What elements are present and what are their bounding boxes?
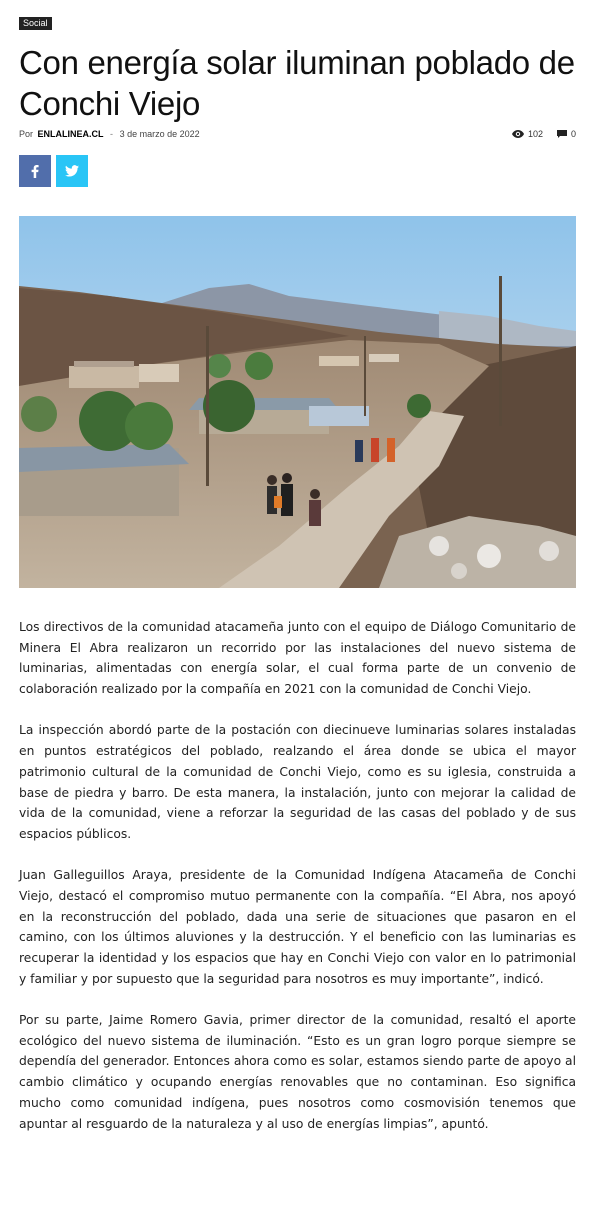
article-paragraph: Los directivos de la comunidad atacameña junto con el equipo de Diálogo Comunitario de Minera El Abra realizaron un recorrido por las instalaciones del nuevo sistema de luminarias, alimentadas con energía solar, el cual forma parte de un convenio de colaboración realizado por la compañía en 2021 con la comunidad de Conchi Viejo. <box>19 620 576 697</box>
views-count: 102 <box>527 129 543 139</box>
page-title: Con energía solar iluminan poblado de Conchi Viejo <box>19 44 575 122</box>
article-paragraph: Por su parte, Jaime Romero Gavia, primer director de la comunidad, resaltó el aporte ecológico del nuevo sistema de iluminación. “Esto es un gran logro porque siempre se dependía del generador. Entonces ahora como es solar, estamos siendo parte de apoyo al cambio climático y ocupando energías renovables que no contaminan. Eso significa mucho como comunidad indígena, pues nosotros como cosmovisión tenemos que apuntar al resguardo de la naturaleza y al uso de energías limpias”, apuntó. <box>19 1013 576 1131</box>
facebook-icon <box>31 165 39 178</box>
article-paragraph: La inspección abordó parte de la postación con diecinueve luminarias solares instaladas en puntos estratégicos del poblado, realzando el área donde se ubica el mayor patrimonio cultural de la comunidad de Conchi Viejo, como es su iglesia, construida a base de piedra y barro. De esta manera, la instalación, junto con mejorar la calidad de vida de la comunidad, viene a reforzar la seguridad de las casas del poblado y de sus espacios públicos. <box>19 723 576 841</box>
comments-counter[interactable] <box>557 128 576 140</box>
post-stats <box>512 128 576 140</box>
post-date: 3 de marzo de 2022 <box>119 129 200 139</box>
category-tag[interactable]: Social <box>19 17 52 30</box>
author-link[interactable]: ENLALINEA.CL <box>37 129 104 139</box>
post-meta <box>19 128 576 142</box>
article-body <box>19 617 576 1155</box>
by-label: Por <box>19 129 34 139</box>
eye-icon <box>512 130 524 138</box>
share-buttons <box>19 155 88 187</box>
hero-photo <box>19 216 576 588</box>
comment-icon <box>557 130 567 138</box>
meta-separator: - <box>110 129 114 139</box>
article-paragraph: Juan Galleguillos Araya, presidente de la Comunidad Indígena Atacameña de Conchi Viejo, destacó el compromiso mutuo permanente con la compañía. “El Abra, nos apoyó en la reconstrucción del poblado, dada una serie de situaciones que pasaron en el camino, con los últimos aluviones y la destrucción. Y el beneficio con las luminarias es recuperar la identidad y los espacios que hay en Conchi Viejo con valor en lo patrimonial y familiar y por supuesto que la seguridad para nosotros es muy importante”, indicó. <box>19 868 576 986</box>
facebook-share-button[interactable] <box>19 155 51 187</box>
twitter-icon <box>65 165 79 177</box>
hero-photo-illustration <box>19 216 576 588</box>
comments-count: 0 <box>570 129 576 139</box>
views-counter <box>512 128 543 140</box>
twitter-share-button[interactable] <box>56 155 88 187</box>
